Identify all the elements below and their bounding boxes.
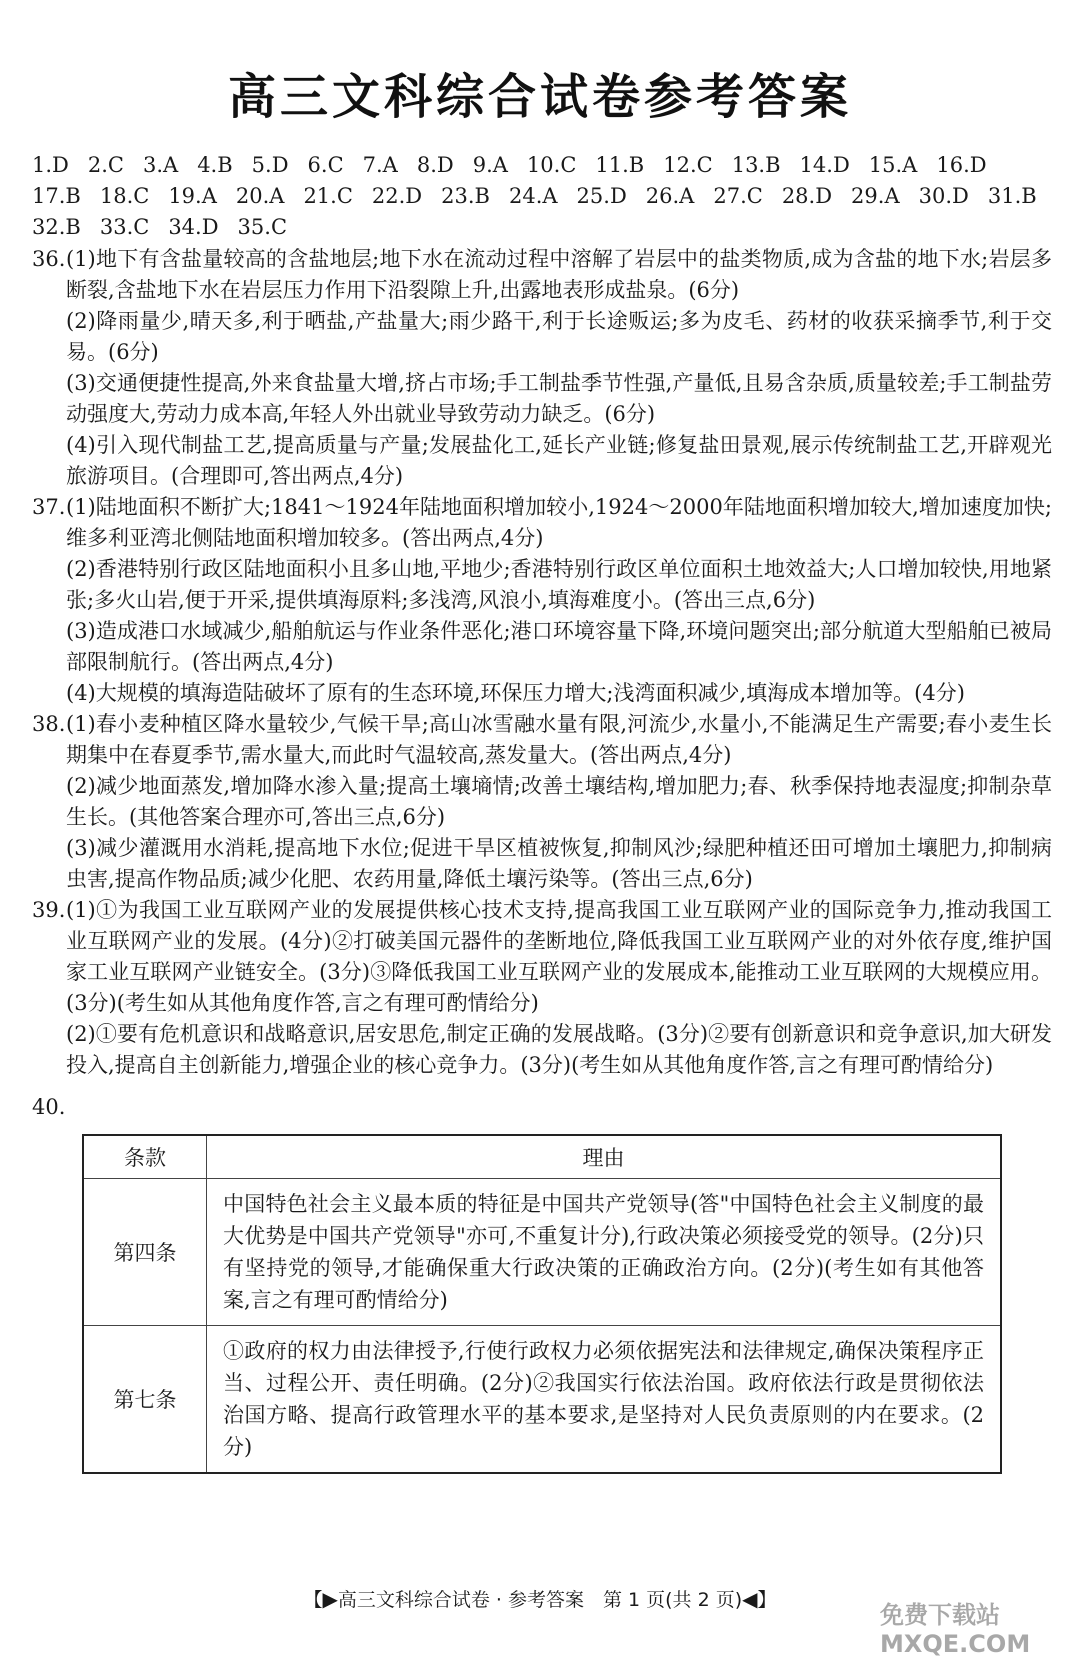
- mc-answer: 32.B: [32, 215, 81, 239]
- mc-answer: 26.A: [645, 184, 695, 208]
- answer-section: [32, 244, 1052, 1081]
- clause-cell: 第四条: [83, 1179, 207, 1326]
- column-header-clause: 条款: [83, 1135, 207, 1179]
- question-number: 36.: [32, 247, 66, 271]
- answer-paragraph: (1)春小麦种植区降水量较少,气候干旱;高山冰雪融水量有限,河流少,水量小,不能满足生产需要;春小麦生长期集中在春夏季节,需水量大,而此时气温较高,蒸发量大。(答出两点,4分): [66, 712, 1052, 767]
- question-39: [32, 895, 1052, 1081]
- answer-paragraph: (1)陆地面积不断扩大;1841～1924年陆地面积增加较小,1924～2000年陆地面积增加较大,增加速度加快;维多利亚湾北侧陆地面积增加较多。(答出两点,4分): [66, 495, 1052, 550]
- mc-answer: 35.C: [237, 215, 288, 239]
- answer-paragraph: (3)造成港口水域减少,船舶航运与作业条件恶化;港口环境容量下降,环境问题突出;部分航道大型船舶已被局部限制航行。(答出两点,4分): [66, 619, 1052, 674]
- mc-row: [32, 150, 1052, 181]
- right-triangle-icon: ▶: [322, 1587, 338, 1611]
- question-36: [32, 244, 1052, 492]
- question-37: [32, 492, 1052, 709]
- mc-answer: 25.D: [576, 184, 627, 208]
- mc-answer: 3.A: [142, 153, 179, 177]
- mc-answer: 13.B: [731, 153, 781, 177]
- mc-answer: 24.A: [508, 184, 558, 208]
- page-title: 高三文科综合试卷参考答案: [227, 69, 852, 125]
- mc-answer: 9.A: [472, 153, 508, 177]
- mc-row: [32, 212, 1052, 243]
- mc-answer: 6.C: [307, 153, 344, 177]
- mc-answer: 4.B: [197, 153, 233, 177]
- mc-answer: 10.C: [526, 153, 577, 177]
- reason-cell: 中国特色社会主义最本质的特征是中国共产党领导(答"中国特色社会主义制度的最大优势是中国共产党领导"亦可,不重复计分),行政决策必须接受党的领导。(2分)只有坚持党的领导,才能确保重大行政决策的正确政治方向。(2分)(考生如有其他答案,言之有理可酌情给分): [207, 1179, 1002, 1326]
- mc-answer: 33.C: [99, 215, 150, 239]
- mc-row: [32, 181, 1052, 212]
- answer-paragraph: (4)引入现代制盐工艺,提高质量与产量;发展盐化工,延长产业链;修复盐田景观,展示传统制盐工艺,开辟观光旅游项目。(合理即可,答出两点,4分): [66, 433, 1052, 488]
- footer-text: 高三文科综合试卷 · 参考答案 第 1 页(共 2 页): [337, 1589, 743, 1611]
- question-number: 37.: [32, 495, 66, 519]
- column-header-reason: 理由: [207, 1135, 1002, 1179]
- mc-answer: 20.A: [235, 184, 285, 208]
- answer-paragraph: (2)降雨量少,晴天多,利于晒盐,产盐量大;雨少路干,利于长途贩运;多为皮毛、药材的收获采摘季节,利于交易。(6分): [66, 309, 1052, 364]
- watermark-logo: 免费下载站 MXQE.COM: [880, 1601, 1031, 1658]
- footer-right-bracket: 】: [757, 1589, 777, 1611]
- mc-answer: 30.D: [918, 184, 969, 208]
- mc-answer: 11.B: [595, 153, 645, 177]
- reason-cell: ①政府的权力由法律授予,行使行政权力必须依据宪法和法律规定,确保决策程序正当、过程公开、责任明确。(2分)②我国实行依法治国。政府依法行政是贯彻依法治国方略、提高行政管理水平的基本要求,是坚持对人民负责原则的内在要求。(2分): [207, 1326, 1002, 1474]
- mc-answer: 18.C: [99, 184, 150, 208]
- mc-answer: 5.D: [251, 153, 289, 177]
- answer-paragraph: (2)减少地面蒸发,增加降水渗入量;提高土壤墒情;改善土壤结构,增加肥力;春、秋季保持地表湿度;抑制杂草生长。(其他答案合理亦可,答出三点,6分): [66, 774, 1052, 829]
- mc-answer: 21.C: [303, 184, 353, 208]
- answer-paragraph: (1)地下有含盐量较高的含盐地层;地下水在流动过程中溶解了岩层中的盐类物质,成为含盐的地下水;岩层多断裂,含盐地下水在岩层压力作用下沿裂隙上升,出露地表形成盐泉。(6分): [66, 247, 1052, 302]
- table-header-row: [83, 1135, 1001, 1179]
- question-number: 40.: [32, 1095, 66, 1119]
- answer-paragraph: (2)香港特别行政区陆地面积小且多山地,平地少;香港特别行政区单位面积土地效益大;人口增加较快,用地紧张;多火山岩,便于开采,提供填海原料;多浅湾,风浪小,填海难度小。(答出三点,6分): [66, 557, 1052, 612]
- mc-answer: 31.B: [987, 184, 1037, 208]
- mc-answer: 15.A: [868, 153, 918, 177]
- answer-paragraph: (3)交通便捷性提高,外来食盐量大增,挤占市场;手工制盐季节性强,产量低,且易含杂质,质量较差;手工制盐劳动强度大,劳动力成本高,年轻人外出就业导致劳动力缺乏。(6分): [66, 371, 1052, 426]
- answer-paragraph: (1)①为我国工业互联网产业的发展提供核心技术支持,提高我国工业互联网产业的国际竞争力,推动我国工业互联网产业的发展。(4分)②打破美国元器件的垄断地位,降低我国工业互联网产业的对外依存度,维护国家工业互联网产业链安全。(3分)③降低我国工业互联网产业的发展成本,能推动工业互联网的大规模应用。(3分)(考生如从其他角度作答,言之有理可酌情给分): [66, 898, 1052, 1015]
- footer-left-bracket: 【: [303, 1589, 323, 1611]
- table-row: [83, 1326, 1001, 1474]
- table-row: [83, 1179, 1001, 1326]
- answer-paragraph: (2)①要有危机意识和战略意识,居安思危,制定正确的发展战略。(3分)②要有创新意识和竞争意识,加大研发投入,提高自主创新能力,增强企业的核心竞争力。(3分)(考生如从其他角度作答,言之有理可酌情给分): [66, 1022, 1052, 1077]
- mc-answer: 17.B: [32, 184, 81, 208]
- mc-answer: 19.A: [168, 184, 217, 208]
- mc-answer: 1.D: [32, 153, 69, 177]
- question-number: 38.: [32, 712, 66, 736]
- mc-answer: 12.C: [663, 153, 713, 177]
- mc-answer: 14.D: [799, 153, 850, 177]
- question-38: [32, 709, 1052, 895]
- mc-answer: 28.D: [781, 184, 833, 208]
- left-triangle-icon: ◀: [742, 1587, 758, 1611]
- answer-table: [82, 1134, 1002, 1474]
- answer-paragraph: (3)减少灌溉用水消耗,提高地下水位;促进干旱区植被恢复,抑制风沙;绿肥种植还田可增加土壤肥力,抑制病虫害,提高作物品质;减少化肥、农药用量,降低土壤污染等。(答出三点,6分): [66, 836, 1052, 891]
- question-number: 39.: [32, 898, 66, 922]
- mc-answer: 16.D: [936, 153, 987, 177]
- multiple-choice-answers: [32, 150, 1052, 243]
- clause-cell: 第七条: [83, 1326, 207, 1474]
- mc-answer: 8.D: [416, 153, 454, 177]
- mc-answer: 23.B: [441, 184, 490, 208]
- answer-paragraph: (4)大规模的填海造陆破坏了原有的生态环境,环保压力增大;浅湾面积减少,填海成本增加等。(4分): [66, 681, 965, 705]
- mc-answer: 34.D: [168, 215, 219, 239]
- mc-answer: 22.D: [371, 184, 423, 208]
- mc-answer: 2.C: [87, 153, 124, 177]
- mc-answer: 7.A: [362, 153, 398, 177]
- mc-answer: 27.C: [713, 184, 763, 208]
- mc-answer: 29.A: [851, 184, 900, 208]
